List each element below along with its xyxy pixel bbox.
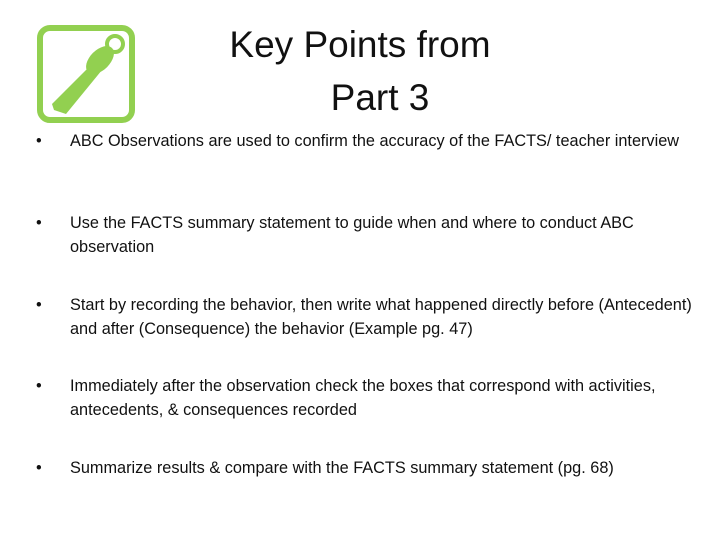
bullet-dot: • <box>36 459 42 477</box>
bullet-dot: • <box>36 377 42 395</box>
bullet-text: Immediately after the observation check the boxes that correspond with activities, antecedents, & consequences recorded <box>70 377 656 419</box>
bullet-text: Start by recording the behavior, then write what happened directly before (Antecedent) and after (Consequence) the behavior (Example pg. 47) <box>70 296 692 338</box>
slide-title <box>180 18 540 124</box>
title-line-1: Key Points from <box>229 24 491 65</box>
bullet-item <box>34 374 710 422</box>
bullet-text: Use the FACTS summary statement to guide when and where to conduct ABC observation <box>70 214 634 256</box>
bullet-dot: • <box>36 132 42 150</box>
bullet-item <box>34 129 710 153</box>
bullet-item <box>34 293 710 341</box>
key-icon <box>36 24 136 124</box>
title-line-2: Part 3 <box>330 77 430 118</box>
bullet-text: Summarize results & compare with the FACTS summary statement (pg. 68) <box>70 459 614 477</box>
bullet-dot: • <box>36 214 42 232</box>
bullet-item <box>34 211 710 259</box>
bullet-text: ABC Observations are used to confirm the accuracy of the FACTS/ teacher interview <box>70 132 680 150</box>
bullet-dot: • <box>36 296 42 314</box>
bullet-item <box>34 456 710 480</box>
